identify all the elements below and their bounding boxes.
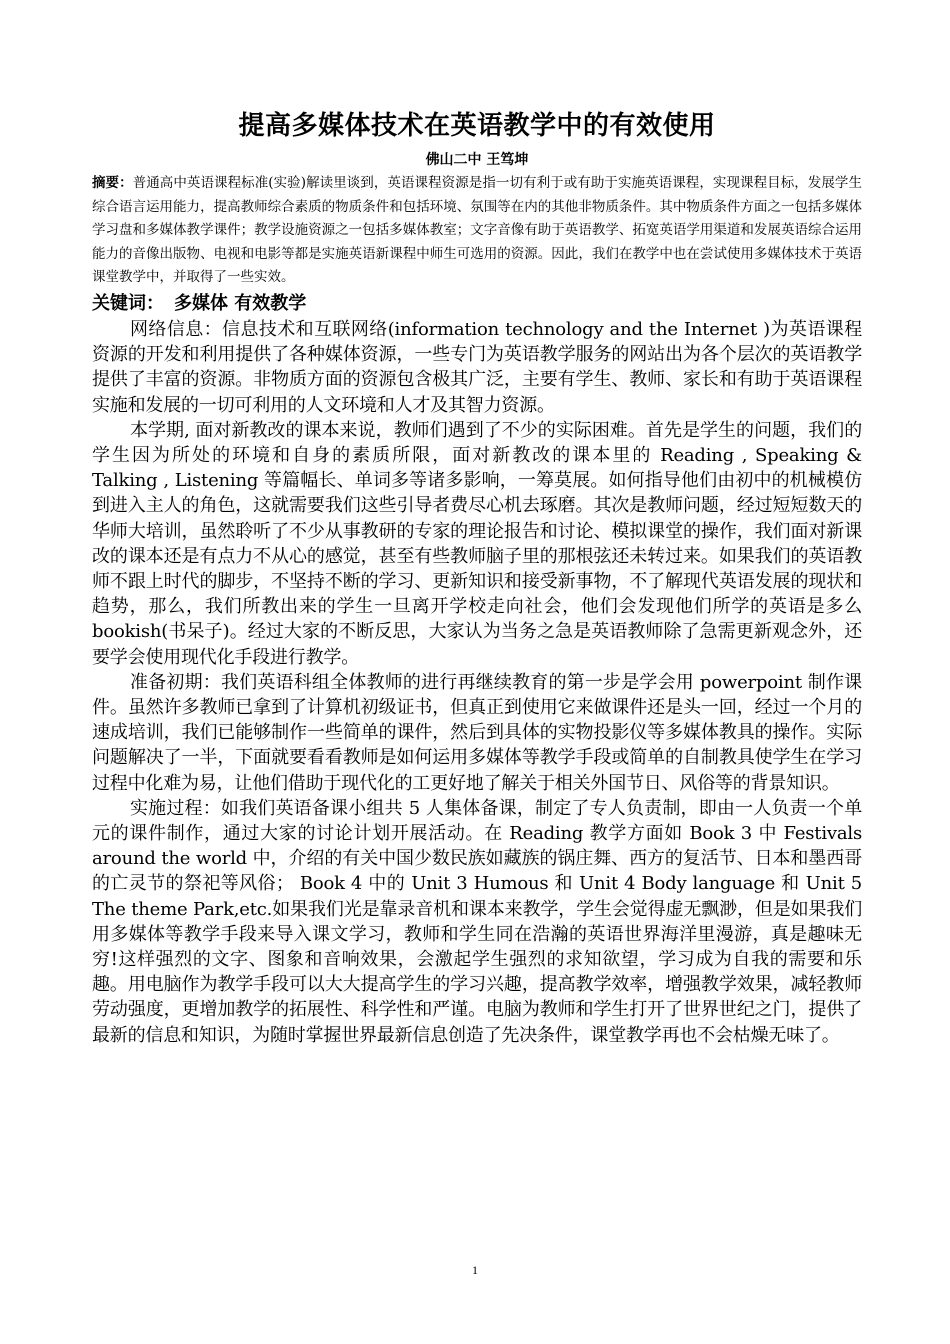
abstract-label: 摘要：	[92, 175, 133, 191]
paragraph-this-semester: 本学期, 面对新教改的课本来说，教师们遇到了不少的实际困难。首先是学生的问题，我们的学生因为所处的环境和自身的素质所限，面对新教改的课本里的 Reading , Speaking & Talking , Listening 等篇幅长、单词多等诸多影响，一筹莫展。如何指导他们由初中的机械模仿到进入主人的角色，这就需要我们这些引导者费尽心机去琢磨。其次是教师问题，经过短短数天的华师大培训，虽然聆听了不少从事教研的专家的理论报告和讨论、模拟课堂的操作，我们面对新课改的课本还是有点力不从心的感觉，甚至有些教师脑子里的那根弦还未转过来。如果我们的英语教师不跟上时代的脚步，不坚持不断的学习、更新知识和接受新事物，不了解现代英语发展的现状和趋势，那么，我们所教出来的学生一旦离开学校走向社会，他们会发现他们所学的英语是多么 bookish(书呆子)。经过大家的不断反思，大家认为当务之急是英语教师除了急需更新观念外，还要学会使用现代化手段进行教学。	[92, 419, 862, 668]
document-title: 提高多媒体技术在英语教学中的有效使用	[238, 111, 716, 141]
author-line: 佛山二中 王笃坤	[425, 152, 529, 168]
abstract-text: 普通高中英语课程标准(实验)解读里谈到，英语课程资源是指一切有利于或有助于实施英语课程，实现课程目标，发展学生综合语言运用能力，提高教师综合素质的物质条件和包括环境、氛围等在内的其他非物质条件。其中物质条件方面之一包括多媒体学习盘和多媒体教学课件；教学设施资源之一包括多媒体教室；文字音像有助于英语教学、拓宽英语学用渠道和发展英语综合运用能力的音像出版物、电视和电影等都是实施英语新课程中师生可选用的资源。因此，我们在教学中也在尝试使用多媒体技术于英语课堂教学中，并取得了一些实效。	[92, 175, 862, 286]
keywords-value: 多媒体 有效教学	[174, 292, 307, 314]
abstract	[92, 172, 862, 290]
paragraph-preparation: 准备初期：我们英语科组全体教师的进行再继续教育的第一步是学会用 powerpoint 制作课件。虽然许多教师已拿到了计算机初级证书，但真正到使用它来做课件还是头一回，经过一个月的速成培训，我们已能够制作一些简单的课件，然后到具体的实物投影仪等多媒体教具的操作。实际问题解决了一半，下面就要看看教师是如何运用多媒体等教学手段或简单的自制教具使学生在学习过程中化难为易，让他们借助于现代化的工更好地了解关于相关外国节日、风俗等的背景知识。	[92, 671, 862, 794]
document-page	[92, 104, 862, 1048]
page-number: 1	[472, 1263, 478, 1277]
keywords	[92, 291, 862, 317]
paragraph-network-info: 网络信息：信息技术和互联网络(information technology and the Internet )为英语课程资源的开发和利用提供了各种媒体资源，一些专门为英语教学服务的网站出为各个层次的英语教学提供了丰富的资源。非物质方面的资源包含极其广泛，主要有学生、教师、家长和有助于英语课程实施和发展的一切可利用的人文环境和人才及其智力资源。	[92, 318, 862, 416]
paragraph-implementation: 实施过程：如我们英语备课小组共 5 人集体备课，制定了专人负责制，即由一人负责一个单元的课件制作，通过大家的讨论计划开展活动。在 Reading 教学方面如 Book 3 中 Festivals around the world 中，介绍的有关中国少数民族如藏族的锅庄舞、西方的复活节、日本和墨西哥的亡灵节的祭祀等风俗； Book 4 中的 Unit 3 Humous 和 Unit 4 Body language 和 Unit 5 The theme Park,etc.如果我们光是靠录音机和课本来教学，学生会觉得虚无飘渺，但是如果我们用多媒体等教学手段来导入课文学习，教师和学生同在浩瀚的英语世界海洋里漫游，真是趣味无穷!这样强烈的文字、图象和音响效果，会激起学生强烈的求知欲望，学习成为自我的需要和乐趣。用电脑作为教学手段可以大大提高学生的学习兴趣，提高教学效率，增强教学效果，减轻教师劳动强度，更增加教学的拓展性、科学性和严谨。电脑为教师和学生打开了世界世纪之门，提供了最新的信息和知识，为随时掌握世界最新信息创造了先决条件，课堂教学再也不会枯燥无味了。	[92, 797, 862, 1046]
keywords-label: 关键词：	[92, 292, 164, 314]
